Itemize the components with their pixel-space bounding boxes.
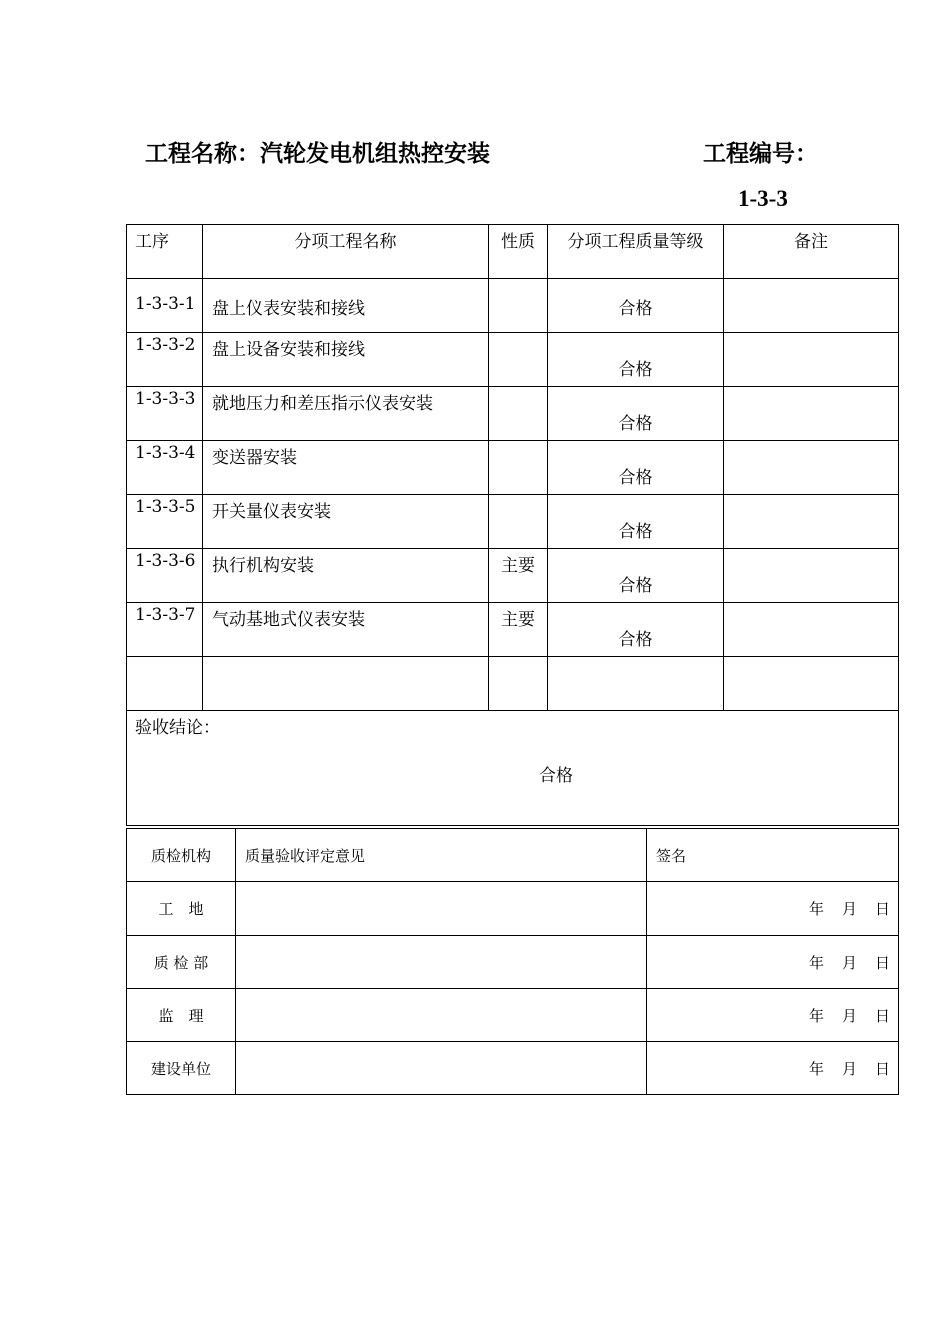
project-number-label: 工程编号： <box>703 140 818 167</box>
row-name: 变送器安装 <box>203 441 489 495</box>
row-note <box>724 333 899 387</box>
opinion-cell[interactable] <box>236 882 647 936</box>
row-nature <box>489 495 548 549</box>
header-signature: 签名 <box>647 829 899 882</box>
row-grade: 合格 <box>548 333 724 387</box>
header-inspection-body: 质检机构 <box>127 829 236 882</box>
row-note <box>724 279 899 333</box>
table-row <box>127 549 899 603</box>
row-code: 1-3-3-7 <box>127 603 203 657</box>
row-name: 盘上仪表安装和接线 <box>203 279 489 333</box>
row-grade: 合格 <box>548 387 724 441</box>
opinion-cell[interactable] <box>236 1042 647 1095</box>
month-label: 月 <box>841 1059 857 1078</box>
org-supervision: 监 理 <box>127 989 236 1042</box>
row-grade: 合格 <box>548 441 724 495</box>
org-site: 工 地 <box>127 882 236 936</box>
row-code: 1-3-3-3 <box>127 387 203 441</box>
header-step: 工序 <box>127 225 203 279</box>
row-name: 就地压力和差压指示仪表安装 <box>203 387 489 441</box>
month-label: 月 <box>841 953 857 972</box>
opinion-cell[interactable] <box>236 989 647 1042</box>
table-row <box>127 495 899 549</box>
row-grade: 合格 <box>548 603 724 657</box>
year-label: 年 <box>808 1059 824 1078</box>
row-code: 1-3-3-1 <box>127 279 203 333</box>
opinion-cell[interactable] <box>236 936 647 989</box>
row-name: 盘上设备安装和接线 <box>203 333 489 387</box>
row-nature <box>489 333 548 387</box>
row-note <box>724 549 899 603</box>
row-grade: 合格 <box>548 279 724 333</box>
table-row <box>127 603 899 657</box>
row-nature <box>489 441 548 495</box>
row-code: 1-3-3-4 <box>127 441 203 495</box>
row-code: 1-3-3-5 <box>127 495 203 549</box>
table-row <box>127 279 899 333</box>
empty-row <box>127 657 899 711</box>
row-code: 1-3-3-2 <box>127 333 203 387</box>
conclusion-cell <box>127 711 899 826</box>
org-qc-dept: 质 检 部 <box>127 936 236 989</box>
project-name-label: 工程名称：汽轮发电机组热控安装 <box>145 140 490 167</box>
org-owner: 建设单位 <box>127 1042 236 1095</box>
date-cell[interactable] <box>647 989 899 1042</box>
table-header-row <box>127 225 899 279</box>
row-nature <box>489 279 548 333</box>
row-name: 执行机构安装 <box>203 549 489 603</box>
row-nature: 主要 <box>489 549 548 603</box>
row-nature <box>489 387 548 441</box>
conclusion-value: 合格 <box>539 766 573 786</box>
row-grade: 合格 <box>548 549 724 603</box>
day-label: 日 <box>874 900 890 918</box>
year-label: 年 <box>808 900 824 918</box>
table-row <box>127 441 899 495</box>
signoff-row <box>127 1042 899 1095</box>
row-nature: 主要 <box>489 603 548 657</box>
year-label: 年 <box>808 953 824 972</box>
date-cell[interactable] <box>647 882 899 936</box>
day-label: 日 <box>874 1059 890 1078</box>
row-note <box>724 495 899 549</box>
header-item-name: 分项工程名称 <box>203 225 489 279</box>
day-label: 日 <box>874 1006 890 1025</box>
header-quality-grade: 分项工程质量等级 <box>548 225 724 279</box>
project-number: 1-3-3 <box>738 186 788 211</box>
day-label: 日 <box>874 953 890 972</box>
row-note <box>724 387 899 441</box>
signoff-row <box>127 989 899 1042</box>
signoff-row <box>127 882 899 936</box>
row-name: 气动基地式仪表安装 <box>203 603 489 657</box>
row-note <box>724 603 899 657</box>
conclusion-label: 验收结论： <box>135 718 220 738</box>
month-label: 月 <box>841 1006 857 1025</box>
quality-table <box>126 224 899 826</box>
month-label: 月 <box>841 900 857 918</box>
date-cell[interactable] <box>647 1042 899 1095</box>
year-label: 年 <box>808 1006 824 1025</box>
signoff-header-row <box>127 829 899 882</box>
header-remark: 备注 <box>724 225 899 279</box>
header-opinion: 质量验收评定意见 <box>236 829 647 882</box>
table-row <box>127 387 899 441</box>
header-nature: 性质 <box>489 225 548 279</box>
row-grade: 合格 <box>548 495 724 549</box>
table-row <box>127 333 899 387</box>
conclusion-row <box>127 711 899 826</box>
signoff-row <box>127 936 899 989</box>
date-cell[interactable] <box>647 936 899 989</box>
row-note <box>724 441 899 495</box>
row-code: 1-3-3-6 <box>127 549 203 603</box>
row-name: 开关量仪表安装 <box>203 495 489 549</box>
signoff-table <box>126 828 899 1095</box>
